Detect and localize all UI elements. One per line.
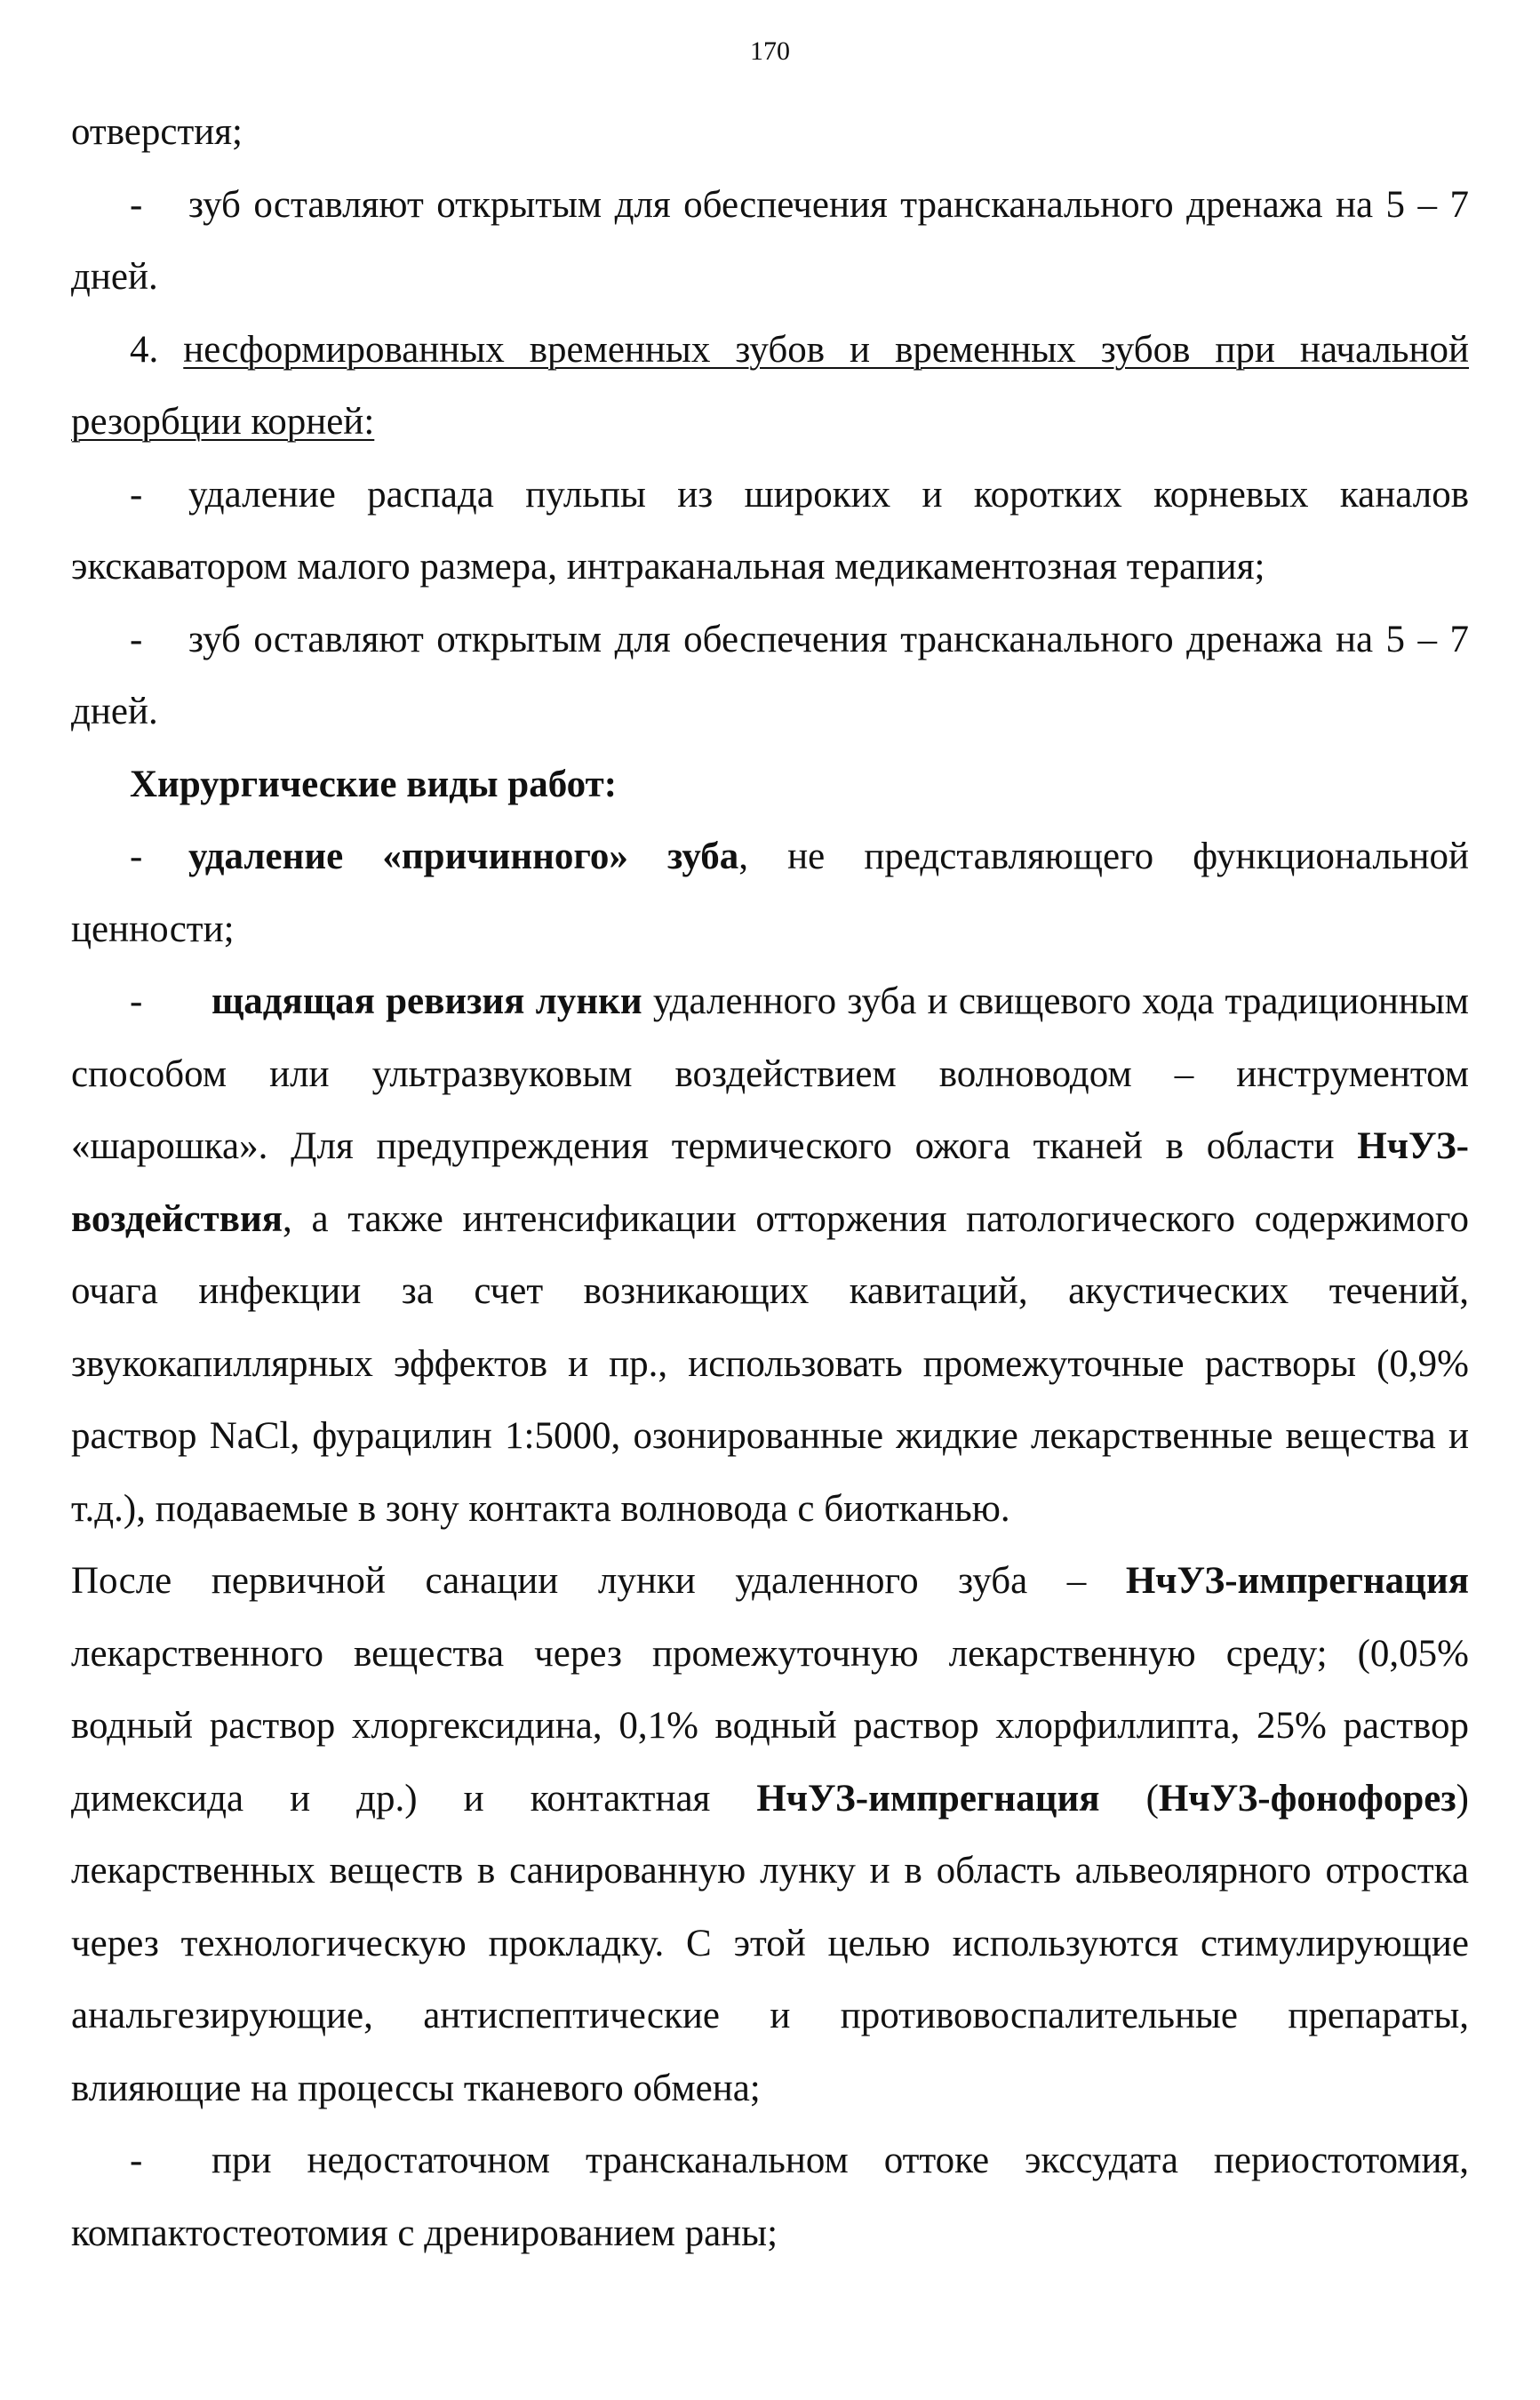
bold-term: щадящая ревизия лунки [211, 980, 642, 1022]
paragraph-7 [71, 820, 1469, 965]
page-number: 170 [750, 36, 790, 66]
list-dash: - [130, 618, 143, 660]
paragraph-2 [71, 169, 1469, 314]
paragraph-4 [71, 459, 1469, 604]
paragraph-9 [71, 1545, 1469, 2124]
paragraph-9-text-3: ( [1099, 1777, 1159, 1820]
page-body [71, 96, 1469, 2269]
paragraph-1: отверстия; [71, 111, 243, 153]
bold-term: удаление «причинного» зуба [188, 836, 739, 877]
bold-term: НчУЗ-импрегнация [1125, 1560, 1469, 1602]
paragraph-10 [71, 2124, 1469, 2269]
list-dash: - [130, 836, 143, 877]
list-dash: - [130, 473, 143, 516]
list-number: 4. [130, 328, 159, 371]
paragraph-7-text: , не представляющего функциональной ценности; [71, 836, 1470, 950]
bold-term: НчУЗ-импрегнация [756, 1777, 1100, 1820]
paragraph-8-text-2: , а также интенсификации отторжения патологического содержимого очага инфекции за счет возникающих кавитаций, акустических течений, звукокапиллярных эффектов и пр., использовать промежуточные растворы (0,9% раствор NaCl, фурацилин 1:5000, озонированные жидкие лекарственные вещества и т.д.), подаваемые в зону контакта волновода с биотканью. [71, 1197, 1469, 1530]
paragraph-10-text: при недостаточном трансканальном оттоке экссудата периостотомия, компактостеотомия с дренированием раны; [71, 2140, 1469, 2254]
paragraph-2-text: зуб оставляют открытым для обеспечения трансканального дренажа на 5 – 7 дней. [71, 183, 1469, 298]
paragraph-5-text: зуб оставляют открытым для обеспечения трансканального дренажа на 5 – 7 дней. [71, 618, 1469, 732]
paragraph-8 [71, 965, 1469, 1545]
list-dash: - [130, 2140, 143, 2181]
paragraph-9-text-1: После первичной санации лунки удаленного зуба – [71, 1560, 1126, 1602]
list-dash: - [130, 980, 143, 1022]
paragraph-4-text: удаление распада пульпы из широких и коротких корневых каналов экскаватором малого размера, интраканальная медикаментозная терапия; [71, 473, 1469, 588]
paragraph-9-text-4: ) лекарственных веществ в санированную лунку и в область альвеолярного отростка через технологическую прокладку. С этой целью используются стимулирующие анальгезирующие, антиспептические и противовоспалительные препараты, влияющие на процессы тканевого обмена; [71, 1777, 1469, 2109]
section-heading [71, 748, 1469, 821]
list-dash: - [130, 183, 143, 226]
paragraph-3-subheading [71, 314, 1469, 459]
paragraph-5 [71, 604, 1469, 748]
bold-term: НчУЗ-фонофорез [1158, 1777, 1456, 1820]
bold-term: НчУЗ-воздействия [71, 1125, 1469, 1240]
underlined-subheading: несформированных временных зубов и временных зубов при начальной резорбции корней: [71, 328, 1469, 443]
section-heading-text: Хирургические виды работ: [130, 763, 618, 805]
paragraph-8-text-1: удаленного зуба и свищевого хода традиционным способом или ультразвуковым воздействием волноводом – инструментом «шарошка». Для предупреждения термического ожога тканей в области [71, 980, 1469, 1167]
paragraph-9-text-2: лекарственного вещества через промежуточную лекарственную среду; (0,05% водный раствор хлоргексидина, 0,1% водный раствор хлорфиллипта, 25% раствор димексида и др.) и контактная [71, 1632, 1469, 1820]
